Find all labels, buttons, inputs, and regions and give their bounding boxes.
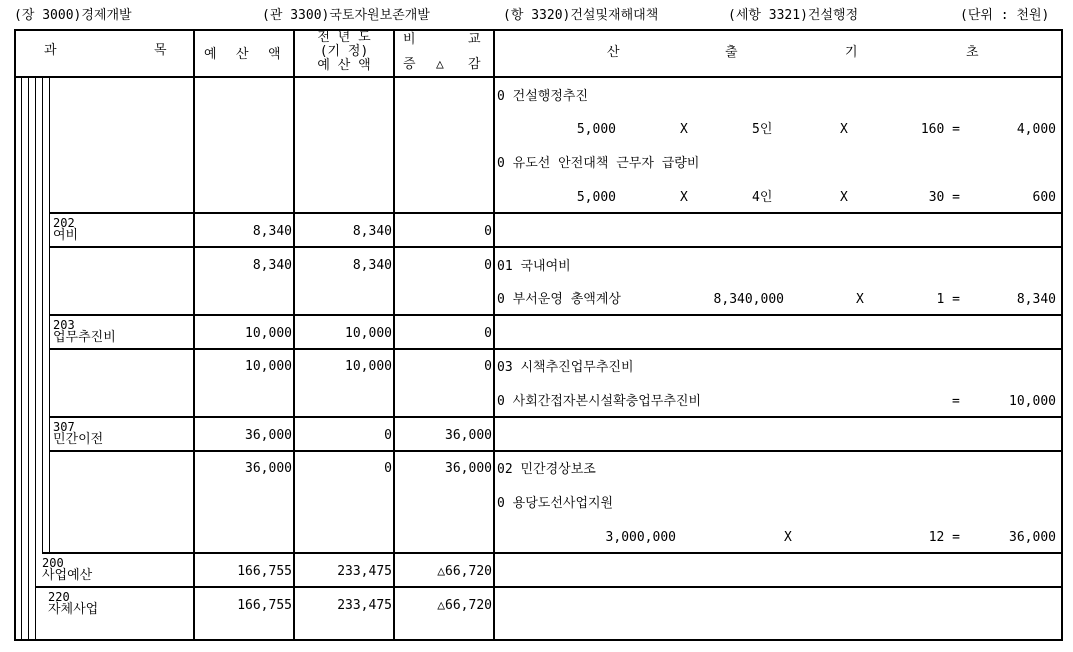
basis-total: 4,000 [1016,122,1056,137]
budget-cell: 36,000 [245,428,292,443]
subject-name: 민간이전 [53,432,104,447]
basis-desc: 0 용당도선사업지원 [497,496,614,511]
basis-equals: = [952,394,960,409]
prev-budget-cell: 10,000 [345,359,392,374]
basis-amount: 3,000,000 [605,530,676,545]
col-basis-1: 산 [607,45,620,60]
basis-count: 160 = [920,122,960,137]
budget-cell: 10,000 [245,326,292,341]
prev-budget-cell: 233,475 [337,564,392,579]
col-budget-3: 액 [268,47,281,62]
subject-code: 202 [53,216,75,230]
diff-cell: 0 [484,326,492,341]
subject-code: 220 [48,590,70,604]
basis-times: X [784,530,792,545]
basis-total: 10,000 [1009,394,1056,409]
basis-times: X [856,292,864,307]
basis-desc: 01 국내여비 [497,259,571,274]
prev-budget-cell: 10,000 [345,326,392,341]
prev-budget-cell: 8,340 [352,224,392,239]
subject-name: 여비 [53,228,79,243]
basis-count: 1 = [936,292,960,307]
diff-cell: △66,720 [437,598,492,613]
basis-desc: 0 부서운영 총액계상 [497,292,621,307]
basis-qty: 5인 [752,122,773,137]
col-budget-2: 산 [236,47,249,62]
basis-count: 30 = [928,190,960,205]
col-prev-3: 예 산 액 [317,58,371,73]
col-compare-5: 감 [468,57,481,72]
section-label: (관 3300)국토자원보존개발 [262,8,430,23]
subject-code: 203 [53,318,75,332]
budget-cell: 166,755 [237,564,292,579]
col-subject-2: 목 [154,43,167,58]
subject-code: 200 [42,556,64,570]
budget-cell: 8,340 [252,224,292,239]
basis-desc: 0 건설행정추진 [497,89,589,104]
chapter-label: (장 3000)경제개발 [14,8,132,23]
budget-cell: 8,340 [252,258,292,273]
basis-amount: 5,000 [576,190,616,205]
basis-qty: 4인 [752,190,773,205]
col-subject-1: 과 [44,43,57,58]
col-compare-4: △ [436,57,444,72]
basis-times: X [680,122,688,137]
col-budget-1: 예 [204,47,217,62]
prev-budget-cell: 0 [384,461,392,476]
budget-cell: 10,000 [245,359,292,374]
basis-total: 600 [1032,190,1056,205]
col-basis-2: 출 [725,45,738,60]
col-compare-2: 교 [468,32,481,47]
col-basis-4: 초 [966,45,979,60]
prev-budget-cell: 8,340 [352,258,392,273]
subject-name: 업무추진비 [53,330,116,345]
basis-total: 36,000 [1009,530,1056,545]
item-label: (항 3320)건설및재해대책 [503,8,659,23]
basis-desc: 02 민간경상보조 [497,462,596,477]
basis-times: X [680,190,688,205]
col-basis-3: 기 [845,45,858,60]
basis-amount: 5,000 [576,122,616,137]
basis-total: 8,340 [1016,292,1056,307]
basis-amount: 8,340,000 [713,292,784,307]
subject-code: 307 [53,420,75,434]
diff-cell: 0 [484,258,492,273]
basis-desc: 0 유도선 안전대책 근무자 급량비 [497,156,700,171]
subject-name: 자체사업 [48,602,99,617]
diff-cell: 0 [484,359,492,374]
basis-count: 12 = [928,530,960,545]
basis-desc: 0 사회간접자본시설확충업무추진비 [497,394,702,409]
prev-budget-cell: 0 [384,428,392,443]
prev-budget-cell: 233,475 [337,598,392,613]
diff-cell: △66,720 [437,564,492,579]
subitem-label: (세항 3321)건설행정 [728,8,859,23]
col-prev-1: 전 년 도 [317,30,371,45]
budget-cell: 36,000 [245,461,292,476]
unit-label: (단위 : 천원) [960,8,1050,23]
col-compare-3: 증 [403,57,416,72]
col-prev-2: (기 정) [319,44,369,59]
diff-cell: 36,000 [445,461,492,476]
basis-times: X [840,122,848,137]
diff-cell: 36,000 [445,428,492,443]
diff-cell: 0 [484,224,492,239]
subject-name: 사업예산 [42,568,93,583]
basis-times: X [840,190,848,205]
budget-cell: 166,755 [237,598,292,613]
basis-desc: 03 시책추진업무추진비 [497,360,634,375]
col-compare-1: 비 [403,32,416,47]
